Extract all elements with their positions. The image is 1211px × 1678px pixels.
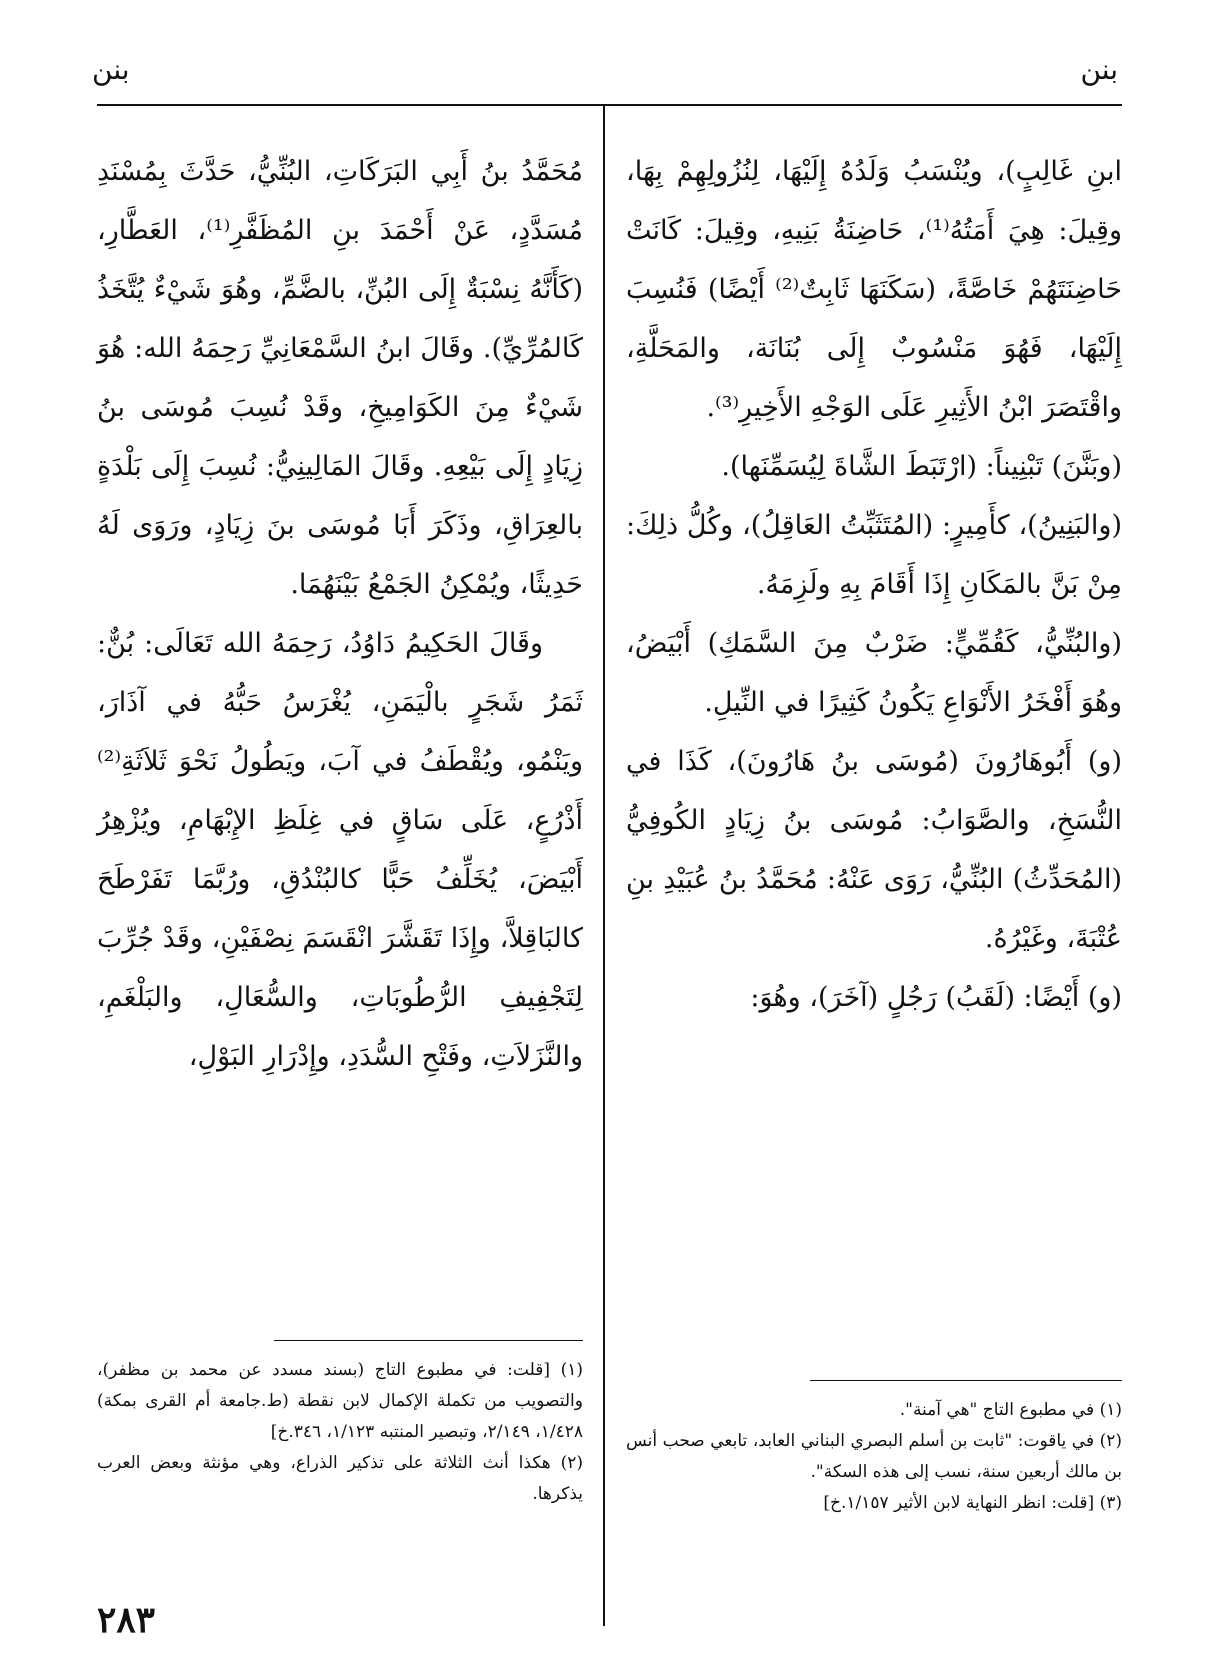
header-root-word-right: بنن <box>1080 53 1118 86</box>
footnote-rule-right <box>810 1380 1122 1381</box>
header-rule <box>97 104 1122 106</box>
right-column <box>626 142 1122 1027</box>
left-paragraph: وقَالَ الحَكِيمُ دَاوُدُ، رَحِمَهُ الله تَعَالَى: بُنٌّ: ثَمَرُ شَجَرٍ بالْيَمَنِ، يُغْرَسُ حَبُّهُ في آذَارَ، ويَنْمُو، ويُقْطَفُ في آبَ، ويَطُولُ نَحْوَ ثَلاَثَةِ⁽²⁾ أَذْرُعٍ، عَلَى سَاقٍ في غِلَظِ الإِبْهَامِ، ويُزْهِرُ أَبْيَضَ، يُخَلِّفُ حَبًّا كالبُنْدُقِ، ورُبَّمَا تَفَرْطَحَ كالبَاقِلاَّ، وإِذَا تَقَشَّرَ انْقَسَمَ نِصْفَيْنِ، وقَدْ جُرِّبَ لِتَجْفِيفِ الرُّطُوبَاتِ، والسُّعَالِ، والبَلْغَمِ، والنَّزَلاَتِ، وفَتْحِ السُّدَدِ، وإِدْرَارِ البَوْلِ، <box>97 628 583 1072</box>
footnote-rule-left <box>274 1340 583 1341</box>
right-paragraph: (والبَنِينُ)، كأَمِيرٍ: (المُتَثَبِّتُ العَاقِلُ)، وكُلُّ ذلِكَ: مِنْ بَنَّ بالمَكَانِ إِذَا أَقَامَ بِهِ ولَزِمَهُ. <box>626 510 1122 600</box>
left-paragraph: مُحَمَّدُ بنُ أَبِي البَرَكَاتِ، البُنِّيُّ، حَدَّثَ بِمُسْنَدِ مُسَدَّدٍ، عَنْ أَحْمَدَ بنِ المُظَفَّرِ⁽¹⁾، العَطَّارِ، (كَأَنَّهُ نِسْبَةٌ إِلَى البُنِّ، بالضَّمِّ، وهُوَ شَيْءٌ يُتَّخَذُ كَالمُرِّيِّ). وقَالَ ابنُ السَّمْعَانِيِّ رَحِمَهُ الله: هُوَ شَيْءٌ مِنَ الكَوَامِيخِ، وقَدْ نُسِبَ مُوسَى بنُ زِيَادٍ إِلَى بَيْعِهِ. وقَالَ المَالِينِيُّ: نُسِبَ إِلَى بَلْدَةٍ بالعِرَاقِ، وذَكَرَ أَبَا مُوسَى بنَ زِيَادٍ، ورَوَى لَهُ حَدِيثًا، ويُمْكِنُ الجَمْعُ بَيْنَهُمَا. <box>97 156 584 600</box>
right-paragraph: (و) أَيْضًا: (لَقَبُ) رَجُلٍ (آخَرَ)، وهُوَ: <box>750 982 1122 1013</box>
left-footnotes <box>97 1355 583 1510</box>
footnote: (٢) هكذا أنث الثلاثة على تذكير الذراع، وهي مؤنثة وبعض العرب يذكرها. <box>97 1453 583 1504</box>
page-number: ٢٨٣ <box>97 1599 156 1641</box>
right-paragraph: (وبَنَّنَ) تَبْنِيناً: (ارْتَبَطَ الشَّاةَ لِيُسَمِّنَها). <box>721 451 1122 482</box>
header-root-word-left: بنن <box>92 53 130 86</box>
left-column <box>97 142 583 1086</box>
footnote: (١) في مطبوع التاج "هي آمنة". <box>899 1400 1122 1420</box>
footnote: (٢) في ياقوت: "ثابت بن أسلم البصري البناني العابد، تابعي صحب أنس بن مالك أربعين سنة، نسب إلى هذه السكة". <box>626 1431 1122 1482</box>
right-paragraph: (والبُنِّيُّ، كَقُمِّيٍّ: ضَرْبٌ مِنَ السَّمَكِ) أَبْيَضُ، وهُوَ أَفْخَرُ الأَنْوَاعِ يَكُونُ كَثِيرًا في النِّيلِ. <box>626 628 1122 718</box>
right-paragraph: (و) أَبُوهَارُونَ (مُوسَى بنُ هَارُونَ)، كَذَا في النُّسَخِ، والصَّوَابُ: مُوسَى بنُ زِيَادٍ الكُوفِيُّ (المُحَدِّثُ) البُنِّيُّ، رَوَى عَنْهُ: مُحَمَّدُ بنُ عُبَيْدِ بنِ عُتْبَةَ، وغَيْرُهُ. <box>626 746 1122 954</box>
footnote: (٣) [قلت: انظر النهاية لابن الأثير ١/١٥٧.خ] <box>823 1493 1122 1513</box>
right-footnotes <box>626 1395 1122 1519</box>
footnote: (١) [قلت: في مطبوع التاج (بسند مسدد عن محمد بن مظفر)، والتصويب من تكملة الإكمال لابن نقطة (ط.جامعة أم القرى بمكة) ١/٤٢٨، ٢/١٤٩، وتبصير المنتبه ١/١٢٣، ٣٤٦.خ] <box>97 1360 583 1442</box>
right-paragraph: ابنِ غَالِبٍ)، ويُنْسَبُ وَلَدُهُ إِلَيْهَا، لِنُزُولِهِمْ بِهَا، وقِيلَ: هِيَ أَمَتُهُ⁽¹⁾، حَاضِنَةُ بَنِيهِ، وقِيلَ: كَانَتْ حَاضِنَتَهُمْ خَاصَّةً، (سَكَنَهَا ثَابِتٌ⁽²⁾ أَيْضًا) فَنُسِبَ إِلَيْهَا، فَهُوَ مَنْسُوبٌ إِلَى بُنَانَة، والمَحَلَّةِ، واقْتَصَرَ ابْنُ الأَثِيرِ عَلَى الوَجْهِ الأَخِيرِ⁽³⁾. <box>626 156 1123 423</box>
column-divider <box>603 104 605 1626</box>
